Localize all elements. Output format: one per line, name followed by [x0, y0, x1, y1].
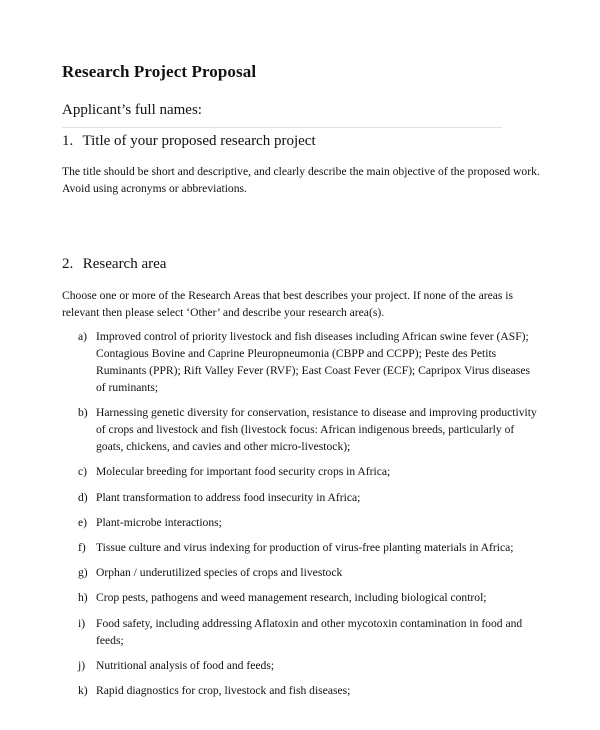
list-marker: h) [78, 591, 88, 605]
list-item [62, 463, 542, 480]
list-item [62, 682, 542, 699]
list-item-text: Crop pests, pathogens and weed management research, including biological control; [96, 591, 487, 605]
list-marker: d) [78, 490, 88, 504]
list-item [62, 514, 542, 531]
section-heading-research-area [62, 256, 166, 273]
list-marker: a) [78, 330, 88, 343]
list-item [62, 589, 542, 606]
section-number: 2. [62, 256, 74, 272]
list-marker: c) [78, 465, 88, 479]
list-item-text: Rapid diagnostics for crop, livestock and fish diseases; [96, 683, 351, 697]
list-item-text: Harnessing genetic diversity for conservation, resistance to disease and improving productivity of crops and livestock and fish (livestock focus: African indigenous breeds, particularly of goats, chickens, and cavies and other micro-livestock); [96, 406, 537, 454]
list-marker: e) [78, 515, 88, 529]
list-item-text: Tissue culture and virus indexing for production of virus-free planting materials in Africa; [96, 540, 514, 554]
list-item-text: Plant transformation to address food insecurity in Africa; [96, 490, 361, 504]
list-item [62, 615, 542, 649]
list-item-text: Plant-microbe interactions; [96, 515, 222, 529]
document-title: Research Project Proposal [62, 62, 257, 81]
list-item [62, 564, 542, 581]
list-item [62, 539, 542, 556]
list-item [62, 657, 542, 674]
research-areas-list [62, 328, 542, 707]
section-number: 1. [62, 133, 74, 149]
section-heading-text: Title of your proposed research project [82, 133, 316, 149]
list-item [62, 404, 542, 455]
divider-line [62, 127, 502, 128]
section-heading-title [62, 133, 316, 150]
list-item-text: Molecular breeding for important food security crops in Africa; [96, 465, 391, 479]
list-marker: j) [78, 658, 86, 672]
list-item-text: Orphan / underutilized species of crops and livestock [96, 566, 343, 580]
list-marker: b) [78, 406, 88, 420]
applicant-names-label: Applicant’s full names: [62, 102, 202, 118]
section-heading-text: Research area [82, 256, 167, 272]
list-item-text: Improved control of priority livestock and fish diseases including African swine fever (ASF); Contagious Bovine and Caprine Pleuropneumonia (CBPP and CCPP); Peste des Petits Ruminants (PPR); Rift Valley Fever (RVF); East Coast Fever (ECF); Capripox Virus diseases of ruminants; [96, 330, 530, 394]
list-item-text: Nutritional analysis of food and feeds; [96, 658, 275, 672]
list-marker: g) [78, 566, 88, 580]
list-marker: f) [78, 540, 86, 554]
section-paragraph-title: The title should be short and descriptive, and clearly describe the main objective of the proposed work. Avoid using acronyms or abbreviations. [62, 165, 540, 195]
list-marker: k) [78, 683, 88, 697]
section-paragraph-research-area: Choose one or more of the Research Areas that best describes your project. If none of the areas is relevant then please select ‘Other’ and describe your research area(s). [62, 289, 514, 319]
list-item [62, 328, 542, 396]
list-item-text: Food safety, including addressing Aflatoxin and other mycotoxin contamination in food and feeds; [96, 616, 523, 647]
list-item [62, 489, 542, 506]
list-marker: i) [78, 616, 86, 630]
